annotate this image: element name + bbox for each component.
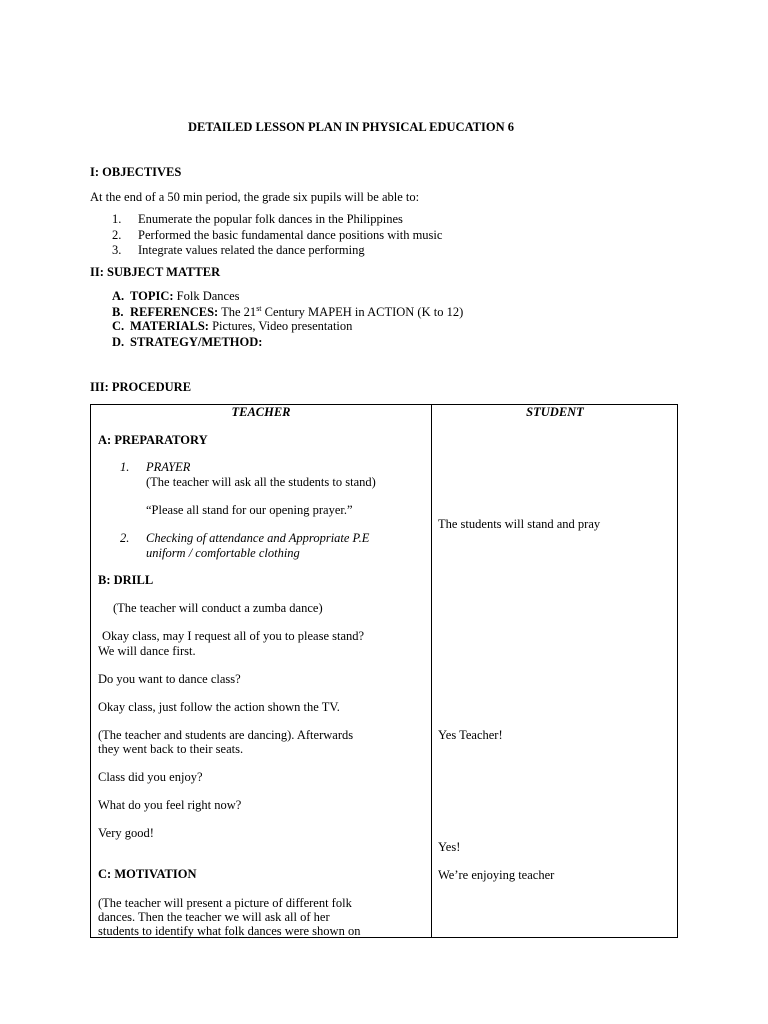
objectives-heading: I: OBJECTIVES (90, 165, 182, 179)
drill-follow: Okay class, just follow the action shown the TV. (98, 700, 340, 714)
procedure-table (90, 404, 678, 938)
column-divider (431, 405, 432, 937)
prayer-label: PRAYER (146, 460, 191, 474)
drill-dancing: they went back to their seats. (98, 742, 244, 756)
attendance-line: uniform / comfortable clothing (146, 546, 300, 560)
drill-good: Very good! (98, 826, 154, 840)
motivation-text: dances. Then the teacher we will ask all of her (98, 910, 330, 924)
prayer-number: 1. (120, 460, 130, 474)
item-letter: A. (112, 289, 125, 303)
objective-item (112, 243, 365, 259)
item-letter: B. (112, 305, 124, 320)
objective-text: Performed the basic fundamental dance positions with music (138, 228, 443, 242)
preparatory-heading: A: PREPARATORY (98, 433, 208, 447)
item-label: TOPIC: (130, 289, 174, 303)
item-label: REFERENCES: (130, 305, 219, 320)
procedure-heading: III: PROCEDURE (90, 380, 192, 394)
subject-matter-item (112, 289, 240, 305)
item-value-superscript: st (256, 304, 262, 313)
drill-note: (The teacher will conduct a zumba dance) (113, 601, 323, 615)
student-response: Yes Teacher! (438, 728, 503, 742)
teacher-column-header: TEACHER (231, 405, 291, 419)
drill-dancing: (The teacher and students are dancing). Afterwards (98, 728, 354, 742)
document-title: DETAILED LESSON PLAN IN PHYSICAL EDUCATION 6 (188, 120, 514, 134)
student-response: Yes! (438, 840, 461, 854)
attendance-line: Checking of attendance and Appropriate P.E (146, 531, 370, 545)
motivation-heading: C: MOTIVATION (98, 867, 197, 881)
subject-matter-item (112, 335, 262, 351)
drill-request: We will dance first. (98, 644, 196, 658)
item-label: STRATEGY/METHOD: (130, 335, 263, 349)
objective-item (112, 228, 442, 244)
item-value: Pictures, Video presentation (208, 319, 353, 333)
objective-item (112, 212, 403, 228)
prayer-quote: “Please all stand for our opening prayer.” (146, 503, 353, 517)
objectives-intro: At the end of a 50 min period, the grade six pupils will be able to: (90, 190, 420, 204)
drill-feel: What do you feel right now? (98, 798, 242, 812)
attendance-item (120, 531, 369, 547)
objective-text: Enumerate the popular folk dances in the Philippines (138, 212, 403, 226)
item-value: Century MAPEH in ACTION (K to 12) (261, 305, 464, 320)
item-letter: C. (112, 319, 125, 333)
subject-matter-heading: II: SUBJECT MATTER (90, 265, 221, 279)
objective-number: 3. (112, 243, 122, 257)
student-response: The students will stand and pray (438, 517, 601, 531)
attendance-number: 2. (120, 531, 130, 545)
item-value: Folk Dances (173, 289, 240, 303)
prayer-item (120, 460, 190, 476)
item-label: MATERIALS: (130, 319, 209, 333)
student-column-header: STUDENT (526, 405, 584, 419)
objective-number: 1. (112, 212, 122, 226)
item-value: The 21 (218, 305, 257, 320)
motivation-text: students to identify what folk dances were shown on (98, 924, 361, 938)
drill-enjoy: Class did you enjoy? (98, 770, 203, 784)
drill-question: Do you want to dance class? (98, 672, 241, 686)
item-letter: D. (112, 335, 125, 349)
drill-heading: B: DRILL (98, 573, 154, 587)
objective-number: 2. (112, 228, 122, 242)
subject-matter-item (112, 319, 352, 335)
student-response: We’re enjoying teacher (438, 868, 555, 882)
motivation-text: (The teacher will present a picture of different folk (98, 896, 352, 910)
objective-text: Integrate values related the dance performing (138, 243, 365, 257)
drill-request: Okay class, may I request all of you to please stand? (102, 629, 365, 643)
prayer-note: (The teacher will ask all the students to stand) (146, 475, 376, 489)
